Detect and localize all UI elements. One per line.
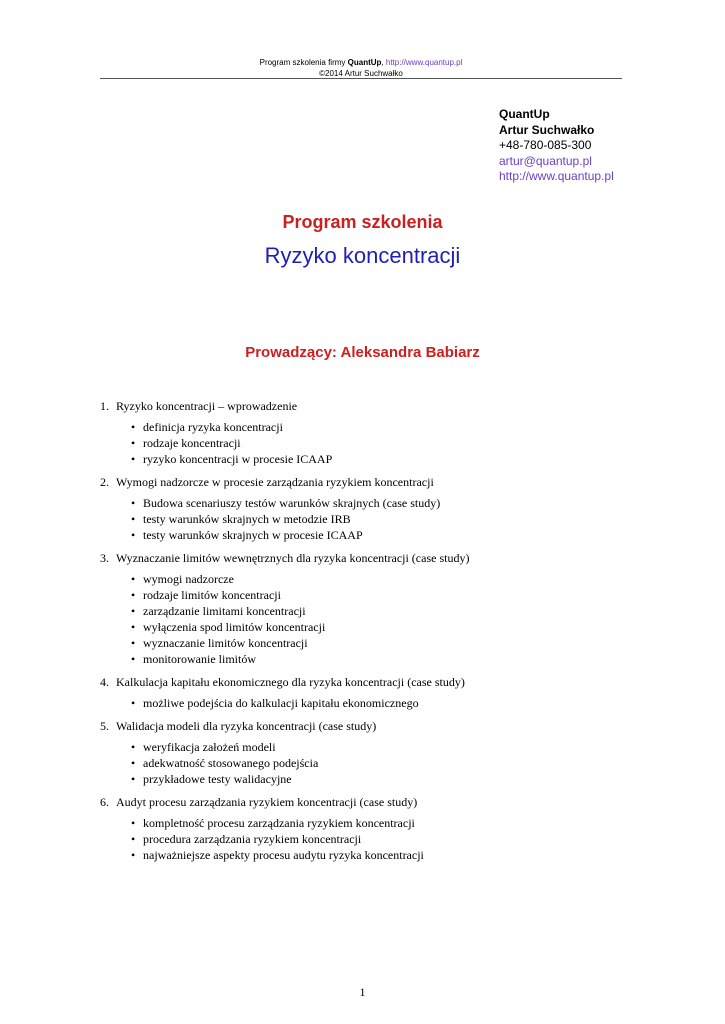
bullet-icon: •: [131, 832, 136, 846]
contact-email-link[interactable]: artur@quantup.pl: [499, 153, 592, 168]
bullet-icon: •: [131, 848, 136, 862]
list-item: [100, 847, 600, 863]
header-copyright: ©2014 Artur Suchwałko: [319, 69, 403, 78]
list-item-text: kompletność procesu zarządzania ryzykiem koncentracji: [143, 816, 415, 830]
list-item: [100, 651, 600, 667]
list-item: [100, 511, 600, 527]
program-section: [100, 718, 600, 787]
bullet-icon: •: [131, 588, 136, 602]
bullet-icon: •: [131, 436, 136, 450]
list-item: [100, 587, 600, 603]
bullet-icon: •: [131, 528, 136, 542]
program-section: [100, 398, 600, 467]
bullet-icon: •: [131, 572, 136, 586]
list-item-text: rodzaje limitów koncentracji: [143, 588, 281, 602]
section-number: 6.: [100, 795, 109, 809]
bullet-icon: •: [131, 696, 136, 710]
bullet-list: [100, 815, 600, 863]
bullet-list: [100, 695, 600, 711]
list-item-text: przykładowe testy walidacyjne: [143, 772, 292, 786]
list-item: [100, 495, 600, 511]
bullet-icon: •: [131, 420, 136, 434]
list-item-text: wymogi nadzorcze: [143, 572, 234, 586]
list-item-text: wyznaczanie limitów koncentracji: [143, 636, 308, 650]
list-item: [100, 815, 600, 831]
bullet-icon: •: [131, 740, 136, 754]
list-item-text: adekwatność stosowanego podejścia: [143, 756, 319, 770]
header-url-link[interactable]: http://www.quantup.pl: [385, 58, 463, 67]
bullet-icon: •: [131, 620, 136, 634]
bullet-list: [100, 495, 600, 543]
bullet-icon: •: [131, 452, 136, 466]
list-item-text: zarządzanie limitami koncentracji: [143, 604, 306, 618]
bullet-icon: •: [131, 756, 136, 770]
list-item-text: testy warunków skrajnych w procesie ICAAP: [143, 528, 363, 542]
section-title: [100, 550, 600, 566]
list-item: [100, 739, 600, 755]
section-title-text: Kalkulacja kapitału ekonomicznego dla ryzyka koncentracji (case study): [116, 675, 465, 689]
list-item: [100, 831, 600, 847]
section-number: 5.: [100, 719, 109, 733]
bullet-icon: •: [131, 772, 136, 786]
bullet-list: [100, 739, 600, 787]
page-header: [100, 57, 622, 79]
section-number: 1.: [100, 399, 109, 413]
section-title: [100, 474, 600, 490]
list-item-text: weryfikacja założeń modeli: [143, 740, 276, 754]
section-title: [100, 794, 600, 810]
section-number: 2.: [100, 475, 109, 489]
list-item: [100, 695, 600, 711]
list-item-text: rodzaje koncentracji: [143, 436, 241, 450]
bullet-icon: •: [131, 816, 136, 830]
contact-block: [499, 107, 614, 185]
contact-company: QuantUp: [499, 107, 550, 121]
list-item: [100, 419, 600, 435]
section-title: [100, 398, 600, 414]
contact-website-link[interactable]: http://www.quantup.pl: [499, 169, 614, 183]
list-item-text: wyłączenia spod limitów koncentracji: [143, 620, 326, 634]
page-number: 1: [359, 985, 366, 999]
section-title: [100, 718, 600, 734]
header-line-1: Program szkolenia firmy QuantUp, http://www.quantup.pl: [259, 58, 463, 67]
program-section: [100, 674, 600, 711]
bullet-icon: •: [131, 512, 136, 526]
section-title-text: Walidacja modeli dla ryzyka koncentracji (case study): [116, 719, 377, 733]
list-item-text: ryzyko koncentracji w procesie ICAAP: [143, 452, 333, 466]
program-section: [100, 474, 600, 543]
bullet-icon: •: [131, 652, 136, 666]
list-item-text: definicja ryzyka koncentracji: [143, 420, 283, 434]
section-title-text: Audyt procesu zarządzania ryzykiem koncentracji (case study): [116, 795, 418, 809]
list-item: [100, 435, 600, 451]
list-item: [100, 635, 600, 651]
bullet-icon: •: [131, 636, 136, 650]
program-outline: [100, 398, 600, 870]
list-item: [100, 451, 600, 467]
list-item-text: możliwe podejścia do kalkulacji kapitału ekonomicznego: [143, 696, 419, 710]
header-company: QuantUp: [347, 58, 382, 67]
list-item-text: monitorowanie limitów: [143, 652, 256, 666]
list-item: [100, 527, 600, 543]
bullet-list: [100, 419, 600, 467]
bullet-icon: •: [131, 604, 136, 618]
program-section: [100, 550, 600, 667]
list-item: [100, 603, 600, 619]
contact-phone: +48-780-085-300: [499, 138, 592, 152]
list-item-text: najważniejsze aspekty procesu audytu ryzyka koncentracji: [143, 848, 424, 862]
list-item-text: Budowa scenariuszy testów warunków skrajnych (case study): [143, 496, 441, 510]
section-title-text: Wymogi nadzorcze w procesie zarządzania ryzykiem koncentracji: [116, 475, 434, 489]
section-title: [100, 674, 600, 690]
program-heading: Program szkolenia: [282, 212, 443, 232]
section-title-text: Ryzyko koncentracji – wprowadzenie: [116, 399, 298, 413]
list-item: [100, 571, 600, 587]
section-title-text: Wyznaczanie limitów wewnętrznych dla ryzyka koncentracji (case study): [116, 551, 470, 565]
program-section: [100, 794, 600, 863]
section-number: 4.: [100, 675, 109, 689]
list-item-text: testy warunków skrajnych w metodzie IRB: [143, 512, 351, 526]
header-divider: [100, 78, 622, 79]
list-item: [100, 619, 600, 635]
section-number: 3.: [100, 551, 109, 565]
list-item-text: procedura zarządzania ryzykiem koncentracji: [143, 832, 362, 846]
bullet-icon: •: [131, 496, 136, 510]
contact-name: Artur Suchwałko: [499, 122, 595, 137]
course-title: Ryzyko koncentracji: [264, 243, 461, 268]
instructor-heading: Prowadzący: Aleksandra Babiarz: [245, 344, 480, 361]
bullet-list: [100, 571, 600, 667]
list-item: [100, 755, 600, 771]
list-item: [100, 771, 600, 787]
